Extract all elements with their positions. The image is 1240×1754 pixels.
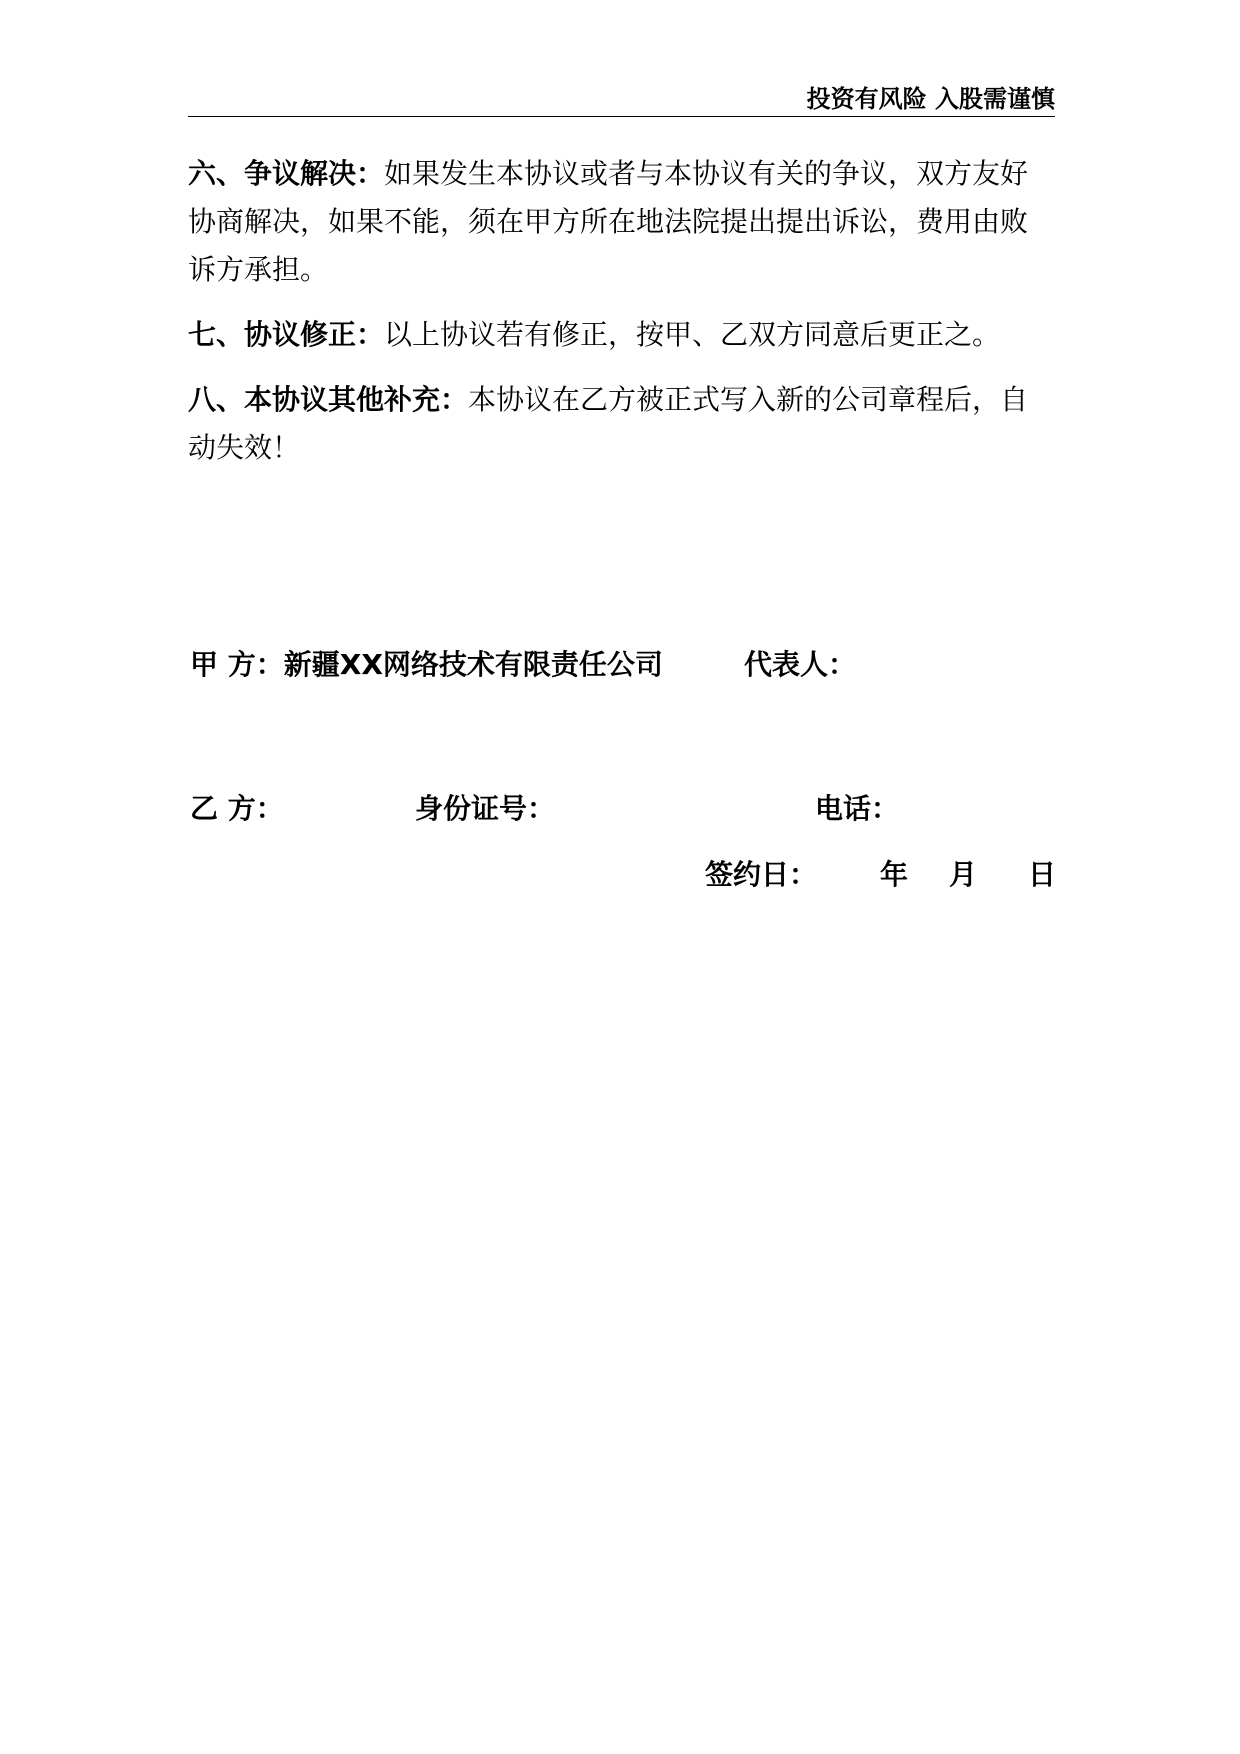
header-text: 投资有风险 入股需谨慎 <box>806 85 1055 113</box>
date-month-label: 月 <box>949 858 978 891</box>
clause-supplement <box>188 376 1055 472</box>
clause-text: 如果发生本协议或者与本协议有关的争议，双方友好协商解决，如果不能，须在甲方所在地法院提出提出诉讼，费用由败诉方承担。 <box>188 157 1029 286</box>
representative-label: 代表人： <box>744 648 857 681</box>
clauses-section <box>188 150 1055 472</box>
party-a-label: 甲 方：新疆XX网络技术有限责任公司 <box>190 648 663 681</box>
clause-amendment <box>188 311 1055 359</box>
phone-label: 电话： <box>815 792 900 825</box>
clause-heading: 八、本协议其他补充： <box>188 383 469 416</box>
date-day-label: 日 <box>1028 858 1057 891</box>
clause-text: 以上协议若有修正，按甲、乙双方同意后更正之。 <box>384 318 1001 351</box>
sign-date-label: 签约日： <box>705 858 818 891</box>
clause-text: 本协议在乙方被正式写入新的公司章程后，自动失效！ <box>188 383 1029 464</box>
party-b-label: 乙 方： <box>190 792 284 825</box>
clause-dispute-resolution <box>188 150 1055 294</box>
id-number-label: 身份证号： <box>415 792 556 825</box>
date-year-label: 年 <box>880 858 909 891</box>
clause-heading: 六、争议解决： <box>188 157 385 190</box>
page-header <box>188 82 1055 117</box>
clause-heading: 七、协议修正： <box>188 318 385 351</box>
